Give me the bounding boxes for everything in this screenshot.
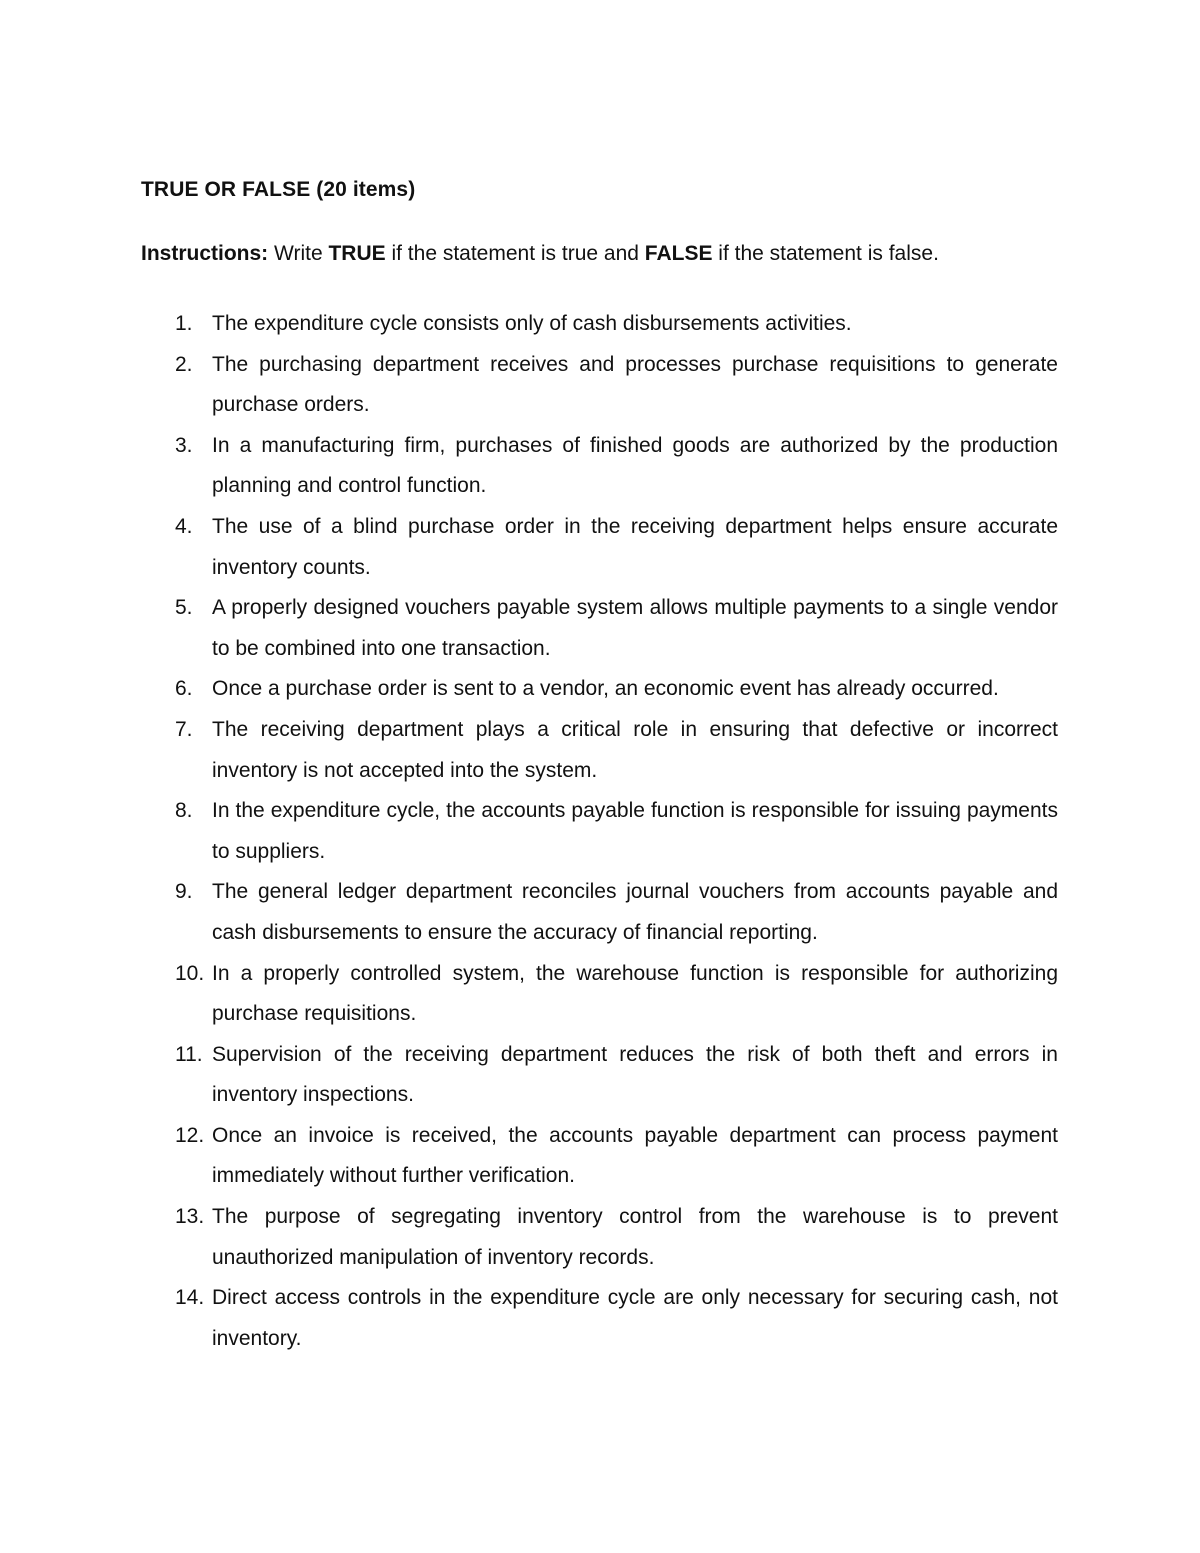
question-item — [0, 304, 1200, 345]
question-text: In a manufacturing firm, purchases of finished goods are authorized by the production planning and control function. — [212, 433, 1058, 498]
question-number: 13. — [175, 1205, 205, 1229]
instructions-false-word: FALSE — [644, 242, 713, 265]
question-item — [0, 1278, 1200, 1359]
section-heading: TRUE OR FALSE (20 items) — [141, 178, 416, 201]
question-text: In a properly controlled system, the warehouse function is responsible for authorizing purchase requisitions. — [212, 961, 1058, 1026]
question-number: 6. — [175, 677, 193, 701]
question-item — [0, 669, 1200, 710]
question-number: 14. — [175, 1286, 205, 1310]
question-number: 7. — [175, 717, 193, 741]
instructions-text-part3: if the statement is false. — [712, 242, 939, 265]
question-text: Supervision of the receiving department reduces the risk of both theft and errors in inventory inspections. — [212, 1042, 1058, 1107]
question-item — [0, 426, 1200, 507]
question-item — [0, 872, 1200, 953]
question-number: 12. — [175, 1123, 205, 1147]
question-item — [0, 345, 1200, 426]
question-text: Direct access controls in the expenditure cycle are only necessary for securing cash, not inventory. — [212, 1286, 1058, 1350]
question-number: 4. — [175, 514, 193, 538]
question-number: 10. — [175, 961, 205, 985]
question-number: 2. — [175, 352, 193, 376]
question-list — [0, 304, 1200, 1359]
question-number: 5. — [175, 596, 193, 620]
question-item — [0, 507, 1200, 588]
question-text: A properly designed vouchers payable system allows multiple payments to a single vendor to be combined into one transaction. — [212, 596, 1058, 660]
instructions-text-part1: Write — [268, 242, 329, 265]
question-number: 3. — [175, 433, 193, 457]
instructions-true-word: TRUE — [328, 242, 386, 265]
question-text: Once a purchase order is sent to a vendor, an economic event has already occurred. — [212, 677, 999, 701]
question-text: The general ledger department reconciles journal vouchers from accounts payable and cash disbursements to ensure the accuracy of financial reporting. — [212, 880, 1058, 944]
question-item — [0, 954, 1200, 1035]
question-number: 8. — [175, 799, 193, 823]
question-text: The use of a blind purchase order in the receiving department helps ensure accurate inventory counts. — [212, 514, 1058, 579]
question-text: In the expenditure cycle, the accounts payable function is responsible for issuing payments to suppliers. — [212, 799, 1058, 863]
question-text: The expenditure cycle consists only of cash disbursements activities. — [212, 312, 852, 335]
question-text: The receiving department plays a critical role in ensuring that defective or incorrect inventory is not accepted into the system. — [212, 717, 1058, 782]
question-number: 1. — [175, 312, 193, 335]
question-item — [0, 791, 1200, 872]
instructions-text-part2: if the statement is true and — [385, 242, 645, 265]
question-item — [0, 1116, 1200, 1197]
question-item — [0, 710, 1200, 791]
question-number: 9. — [175, 880, 193, 904]
question-text: The purpose of segregating inventory control from the warehouse is to prevent unauthorized manipulation of inventory records. — [212, 1205, 1058, 1269]
question-text: Once an invoice is received, the accounts payable department can process payment immediately without further verification. — [212, 1123, 1058, 1188]
question-item — [0, 1035, 1200, 1116]
question-item — [0, 588, 1200, 669]
instructions-label: Instructions: — [141, 242, 269, 265]
instructions-paragraph — [141, 242, 939, 266]
question-text: The purchasing department receives and processes purchase requisitions to generate purchase orders. — [212, 352, 1058, 417]
question-item — [0, 1197, 1200, 1278]
question-number: 11. — [175, 1042, 203, 1066]
